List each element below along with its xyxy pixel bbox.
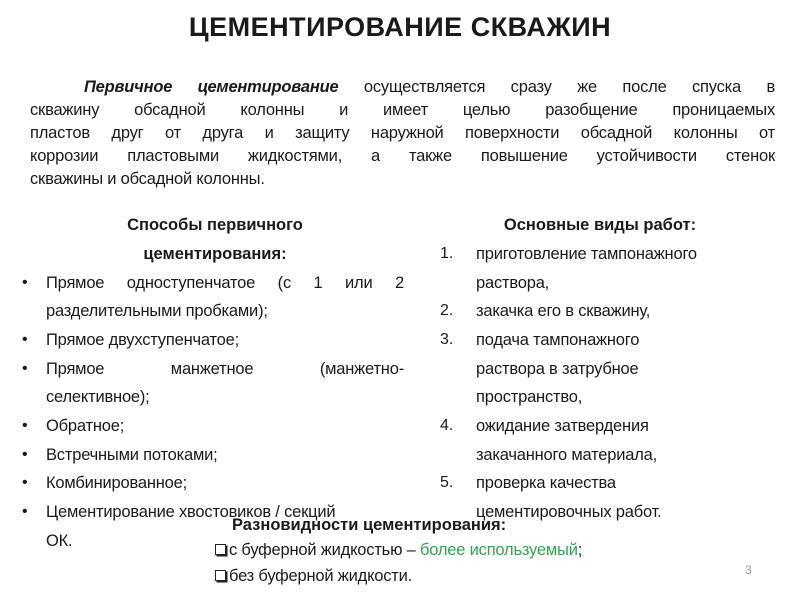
methods-line: Встречными потоками; bbox=[46, 446, 218, 464]
checkbox-bullet-icon bbox=[215, 544, 226, 555]
methods-line: Обратное; bbox=[46, 417, 125, 435]
slide-title: ЦЕМЕНТИРОВАНИЕ СКВАЖИН bbox=[188, 12, 612, 42]
intro-line: пластов друг от друга и защиту наружной поверхности обсадной колонны от bbox=[30, 124, 775, 142]
works-line: приготовление тампонажного bbox=[476, 245, 697, 263]
works-line: раствора, bbox=[476, 274, 550, 292]
methods-line: Прямое двухступенчатое; bbox=[46, 331, 239, 349]
methods-line: селективное); bbox=[46, 388, 150, 406]
works-line: закачанного материала, bbox=[476, 446, 657, 464]
methods-heading: цементирования: bbox=[143, 245, 287, 263]
list-number: 4. bbox=[440, 417, 454, 434]
list-number: 1. bbox=[440, 245, 454, 262]
works-line: проверка качества bbox=[476, 474, 616, 492]
intro-line: скважины и обсадной колонны. bbox=[30, 170, 265, 188]
list-number: 5. bbox=[440, 474, 454, 491]
works-line: раствора в затрубное bbox=[476, 360, 639, 378]
bullet-icon: • bbox=[22, 446, 28, 463]
bullet-icon: • bbox=[22, 331, 28, 348]
types-heading: Разновидности цементирования: bbox=[232, 516, 507, 534]
list-number: 3. bbox=[440, 331, 454, 348]
works-line: подача тампонажного bbox=[476, 331, 640, 349]
methods-line: Прямое одноступенчатое (с 1 или 2 bbox=[46, 274, 404, 292]
types-item: без буферной жидкости. bbox=[215, 567, 412, 586]
intro-line: коррозии пластовыми жидкостями, а также повышение устойчивости стенок bbox=[30, 147, 775, 165]
methods-heading: Способы первичного bbox=[127, 216, 303, 234]
bullet-icon: • bbox=[22, 274, 28, 291]
works-line: цементировочных работ. bbox=[476, 503, 662, 521]
bullet-icon: • bbox=[22, 417, 28, 434]
works-line: пространство, bbox=[476, 388, 583, 406]
methods-line: Цементирование хвостовиков / секций bbox=[46, 503, 336, 521]
methods-line: Комбинированное; bbox=[46, 474, 188, 492]
bullet-icon: • bbox=[22, 360, 28, 377]
bullet-icon: • bbox=[22, 503, 28, 520]
checkbox-bullet-icon bbox=[215, 570, 226, 581]
works-line: ожидание затвердения bbox=[476, 417, 649, 435]
list-number: 2. bbox=[440, 302, 454, 319]
page-number: 3 bbox=[745, 563, 752, 577]
methods-line: ОК. bbox=[46, 532, 73, 550]
intro-line: скважину обсадной колонны и имеет целью разобщение проницаемых bbox=[30, 101, 775, 119]
bullet-icon: • bbox=[22, 474, 28, 491]
methods-line: разделительными пробками); bbox=[46, 302, 268, 320]
intro-line: Первичное цементирование осуществляется сразу же после спуска в bbox=[84, 78, 776, 96]
works-line: закачка его в скважину, bbox=[476, 302, 651, 320]
works-heading: Основные виды работ: bbox=[503, 216, 697, 234]
intro-term: Первичное цементирование bbox=[84, 78, 339, 96]
methods-line: Прямое манжетное (манжетно- bbox=[46, 360, 404, 378]
types-item: с буферной жидкостью – более используемый; bbox=[215, 541, 582, 560]
